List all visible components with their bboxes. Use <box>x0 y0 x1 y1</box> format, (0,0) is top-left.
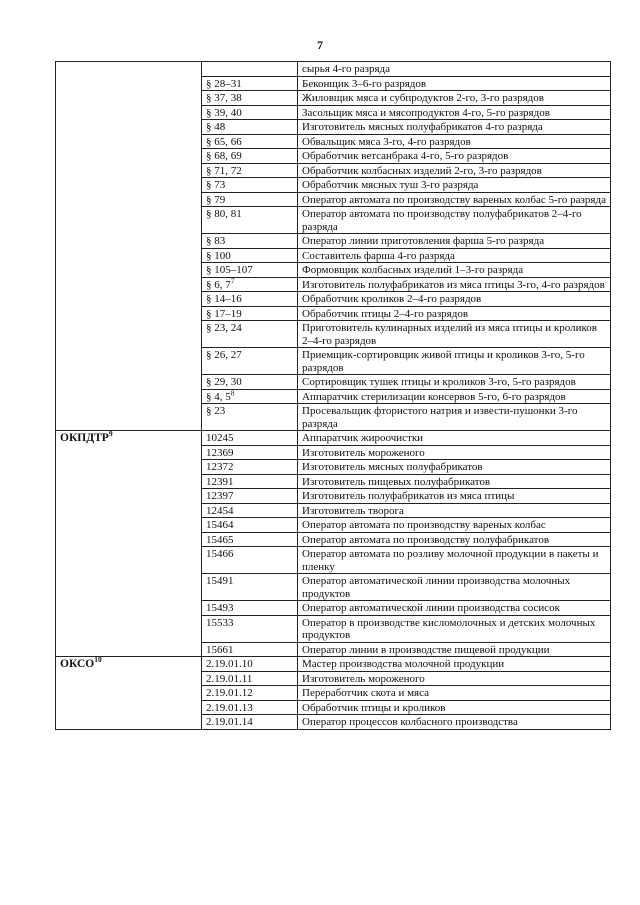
code-text: § 80, 81 <box>206 208 242 220</box>
code-cell <box>202 207 298 234</box>
code-cell <box>202 547 298 574</box>
profession-name: Беконщик 3–6-го разрядов <box>298 76 611 91</box>
footnote-mark: 7 <box>230 275 235 285</box>
code-text: § 71, 72 <box>206 164 242 177</box>
table-row <box>56 431 611 446</box>
code-text: 2.19.01.14 <box>206 716 253 728</box>
profession-name: Обвальщик мяса 3-го, 4-го разрядов <box>298 134 611 149</box>
code-text: 2.19.01.11 <box>206 672 253 685</box>
code-text: § 17–19 <box>206 307 242 320</box>
code-cell <box>202 445 298 460</box>
code-cell <box>202 134 298 149</box>
code-cell <box>202 503 298 518</box>
code-cell <box>202 671 298 686</box>
code-cell <box>202 489 298 504</box>
code-text: 15466 <box>206 548 234 560</box>
profession-name: Оператор автомата по производству вареных колбас <box>298 518 611 533</box>
code-cell <box>202 192 298 207</box>
code-text: § 39, 40 <box>206 106 242 119</box>
code-cell <box>202 91 298 106</box>
code-text: § 23, 24 <box>206 322 242 334</box>
code-text: § 68, 69 <box>206 150 242 162</box>
code-cell <box>202 615 298 642</box>
footnote-mark: 8 <box>230 387 235 397</box>
code-text: 12397 <box>206 490 234 502</box>
code-text: 12391 <box>206 475 234 488</box>
profession-name: Формовщик колбасных изделий 1–3-го разряда <box>298 263 611 278</box>
code-text: § 4, 5 <box>206 390 231 403</box>
code-cell <box>202 348 298 375</box>
code-cell <box>202 574 298 601</box>
code-text: § 105–107 <box>206 264 253 276</box>
profession-name: Оператор линии в производстве пищевой продукции <box>298 642 611 657</box>
code-cell <box>202 149 298 164</box>
code-cell <box>202 105 298 120</box>
footnote-mark: 10 <box>94 655 102 665</box>
profession-name: Оператор линии приготовления фарша 5-го разряда <box>298 234 611 249</box>
profession-name: Просевальщик фтористого натрия и извести-пушонки 3-го разряда <box>298 404 611 431</box>
code-text: § 28–31 <box>206 77 242 90</box>
code-text: 15493 <box>206 602 234 614</box>
code-text: § 79 <box>206 193 226 206</box>
table-row <box>56 657 611 672</box>
profession-name: Переработчик скота и мяса <box>298 686 611 701</box>
code-cell <box>202 700 298 715</box>
profession-name: Изготовитель полуфабрикатов из мяса птицы <box>298 489 611 504</box>
code-text: § 83 <box>206 235 226 247</box>
profession-name: Засольщик мяса и мясопродуктов 4-го, 5-го разрядов <box>298 105 611 120</box>
code-cell <box>202 248 298 263</box>
code-cell <box>202 263 298 278</box>
profession-name: Мастер производства молочной продукции <box>298 657 611 672</box>
profession-name: Обработчик мясных туш 3-го разряда <box>298 178 611 193</box>
profession-name: Оператор процессов колбасного производства <box>298 715 611 730</box>
profession-name: Приемщик-сортировщик живой птицы и кроликов 3-го, 5-го разрядов <box>298 348 611 375</box>
code-text: 12369 <box>206 446 234 459</box>
profession-name: Аппаратчик жироочистки <box>298 431 611 446</box>
profession-name: Оператор автомата по производству полуфабрикатов 2–4-го разряда <box>298 207 611 234</box>
code-cell <box>202 306 298 321</box>
code-cell <box>202 686 298 701</box>
code-cell <box>202 389 298 404</box>
code-text: § 29, 30 <box>206 376 242 388</box>
profession-name: Оператор автомата по производству полуфабрикатов <box>298 532 611 547</box>
code-text: 15661 <box>206 643 234 656</box>
profession-name: Оператор автомата по производству вареных колбас 5-го разряда <box>298 192 611 207</box>
classification-table <box>55 61 611 730</box>
classifier-label: ОКПДТР <box>60 432 109 444</box>
code-cell <box>202 120 298 135</box>
code-text: 2.19.01.10 <box>206 658 253 670</box>
code-text: 15491 <box>206 575 234 587</box>
code-cell <box>202 474 298 489</box>
profession-name: сырья 4-го разряда <box>298 62 611 77</box>
code-text: 12372 <box>206 461 234 473</box>
code-text: § 6, 7 <box>206 278 231 291</box>
profession-name: Изготовитель творога <box>298 503 611 518</box>
profession-name: Аппаратчик стерилизации консервов 5-го, 6-го разрядов <box>298 389 611 404</box>
code-text: § 48 <box>206 121 226 133</box>
profession-name: Обработчик птицы и кроликов <box>298 700 611 715</box>
code-text: § 100 <box>206 249 231 262</box>
code-text: 2.19.01.13 <box>206 701 253 714</box>
code-cell <box>202 404 298 431</box>
code-text: 12454 <box>206 504 234 517</box>
profession-name: Обработчик колбасных изделий 2-го, 3-го разрядов <box>298 163 611 178</box>
profession-name: Обработчик ветсанбрака 4-го, 5-го разрядов <box>298 149 611 164</box>
code-cell <box>202 62 298 77</box>
code-cell <box>202 518 298 533</box>
profession-name: Изготовитель мороженого <box>298 445 611 460</box>
profession-name: Обработчик кроликов 2–4-го разрядов <box>298 292 611 307</box>
code-text: § 37, 38 <box>206 92 242 104</box>
code-cell <box>202 715 298 730</box>
code-cell <box>202 292 298 307</box>
code-cell <box>202 277 298 292</box>
classifier-name <box>56 657 202 730</box>
code-text: § 23 <box>206 405 226 417</box>
code-text: § 73 <box>206 179 226 191</box>
code-cell <box>202 657 298 672</box>
profession-name: Изготовитель полуфабрикатов из мяса птицы 3-го, 4-го разрядов <box>298 277 611 292</box>
profession-name: Оператор в производстве кисломолочных и детских молочных продуктов <box>298 615 611 642</box>
profession-name: Изготовитель мясных полуфабрикатов 4-го разряда <box>298 120 611 135</box>
code-cell <box>202 178 298 193</box>
code-text: 15465 <box>206 533 234 546</box>
profession-name: Изготовитель пищевых полуфабрикатов <box>298 474 611 489</box>
code-text: 10245 <box>206 432 234 444</box>
footnote-mark: 9 <box>108 429 113 439</box>
profession-name: Оператор автоматической линии производства сосисок <box>298 601 611 616</box>
code-text: § 26, 27 <box>206 349 242 361</box>
profession-name: Обработчик птицы 2–4-го разрядов <box>298 306 611 321</box>
code-cell <box>202 431 298 446</box>
code-cell <box>202 375 298 390</box>
code-text: 2.19.01.12 <box>206 687 253 699</box>
profession-name: Составитель фарша 4-го разряда <box>298 248 611 263</box>
profession-name: Сортировщик тушек птицы и кроликов 3-го, 5-го разрядов <box>298 375 611 390</box>
code-cell <box>202 234 298 249</box>
code-cell <box>202 460 298 475</box>
code-cell <box>202 321 298 348</box>
profession-name: Изготовитель мясных полуфабрикатов <box>298 460 611 475</box>
code-cell <box>202 76 298 91</box>
table-row <box>56 62 611 77</box>
code-cell <box>202 163 298 178</box>
code-text: § 65, 66 <box>206 135 242 148</box>
profession-name: Оператор автомата по розливу молочной продукции в пакеты и пленку <box>298 547 611 574</box>
code-cell <box>202 601 298 616</box>
profession-name: Изготовитель мороженого <box>298 671 611 686</box>
code-cell <box>202 532 298 547</box>
page-number: 7 <box>317 38 323 52</box>
profession-name: Приготовитель кулинарных изделий из мяса птицы и кроликов 2–4-го разрядов <box>298 321 611 348</box>
code-text: 15533 <box>206 616 234 629</box>
code-cell <box>202 642 298 657</box>
profession-name: Жиловщик мяса и субпродуктов 2-го, 3-го разрядов <box>298 91 611 106</box>
profession-name: Оператор автоматической линии производства молочных продуктов <box>298 574 611 601</box>
code-text: 15464 <box>206 519 234 531</box>
classifier-label: ОКСО <box>60 658 95 670</box>
classifier-name <box>56 62 202 431</box>
classifier-name <box>56 431 202 657</box>
code-text: § 14–16 <box>206 293 242 305</box>
